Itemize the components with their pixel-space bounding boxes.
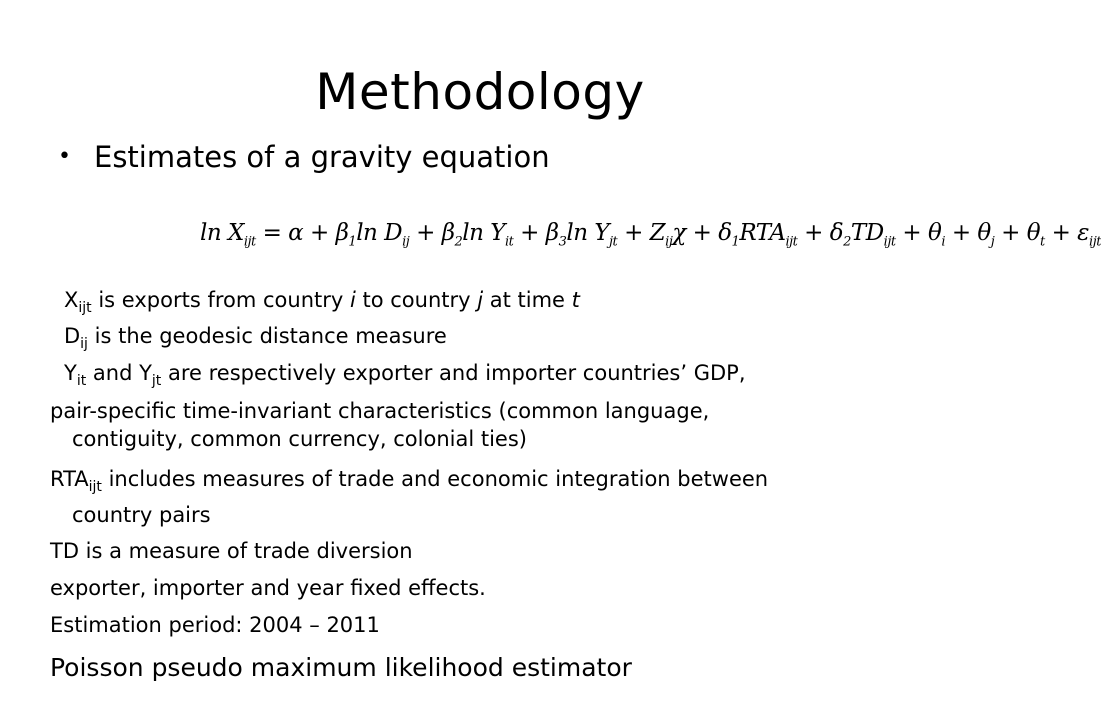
rta-line-1: $RTA_{ijt}$ includes measures of trade and economic integration between (50, 467, 769, 496)
x-definition: $X_{ijt}$ is exports from country i to country j at time t (64, 288, 580, 317)
gravity-equation: $\ln X_{ijt} = \alpha + \beta_1\ln$ $D_{ij} + \beta_2\ln$ $Y_{it} + \beta_3\ln$ $Y_{jt} + Z_{ij}\chi + \delta_1RTA_{ijt} + \delta_2TD_{ijt} + \theta_i + \theta_j + \theta_t + \varepsilon_{ijt}$ (200, 220, 1101, 250)
rta-definition (50, 465, 768, 529)
estimation-period: Estimation period: 2004 – 2011 (50, 613, 380, 637)
slide-title: Methodology (315, 63, 645, 121)
rta-line-2: country pairs (72, 503, 211, 528)
pair-line-1: pair-specific time-invariant characteristics (common language, (50, 399, 710, 423)
fixed-effects: exporter, importer and year fixed effects. (50, 576, 486, 600)
pair-line-2: contiguity, common currency, colonial ties) (72, 427, 527, 451)
d-definition: $D_{ij}$ is the geodesic distance measure (64, 324, 447, 353)
bullet-dot-icon: • (58, 144, 71, 169)
td-definition: TD is a measure of trade diversion (50, 539, 413, 563)
pair-definition (50, 397, 709, 453)
y-definition: $Y_{it}$ and $Y_{jt}$ are respectively exporter and importer countries’ GDP, (64, 361, 746, 390)
estimator: Poisson pseudo maximum likelihood estimator (50, 653, 632, 682)
bullet-text: Estimates of a gravity equation (94, 140, 550, 174)
